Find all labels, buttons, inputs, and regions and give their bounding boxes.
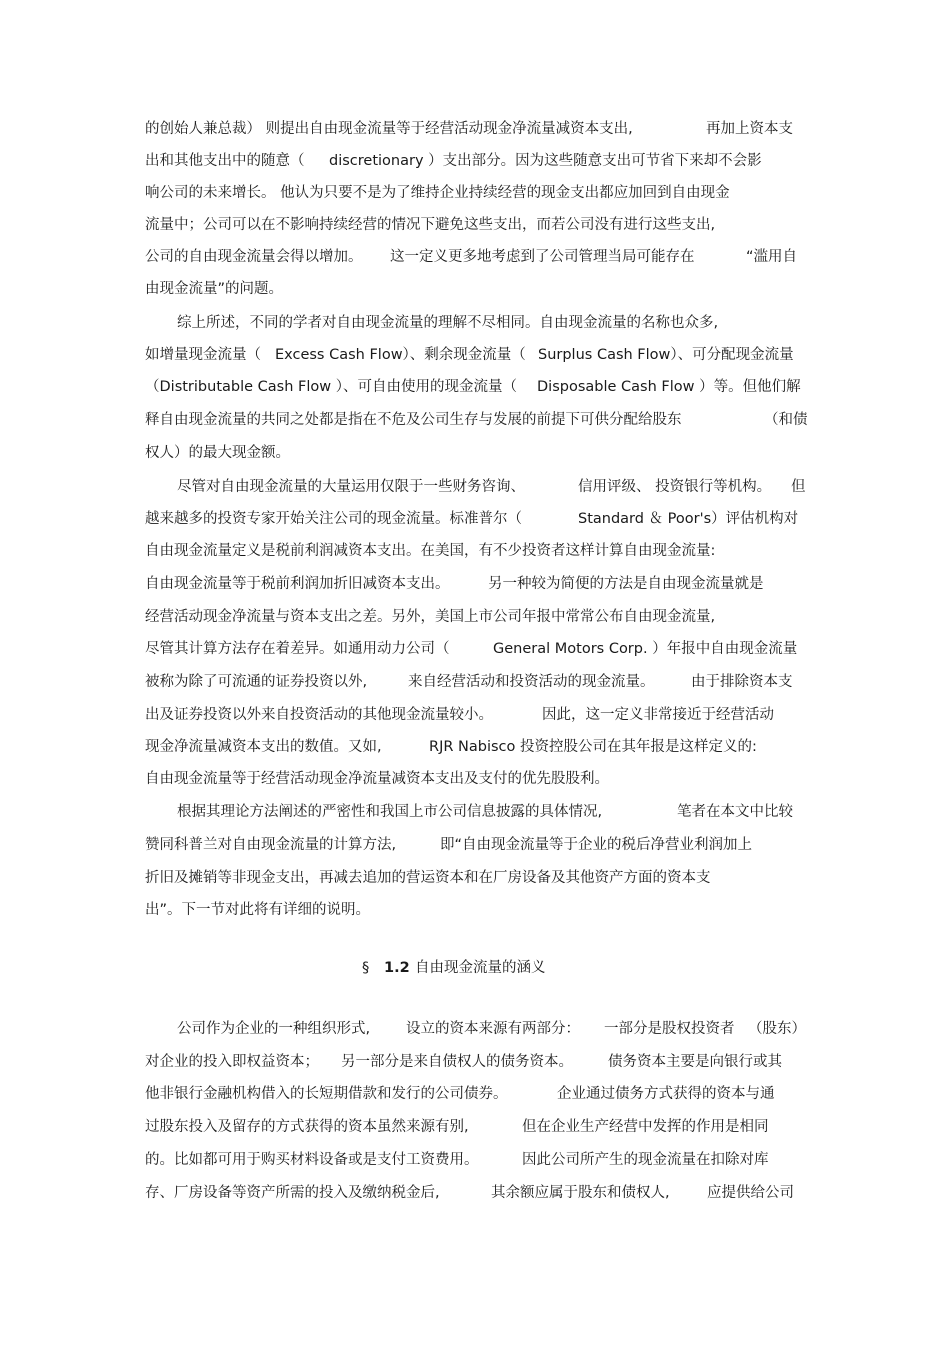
text-segment: 经营活动现金净流量与资本支出之差。另外，美国上市公司年报中常常公布自由现金流量, <box>145 609 716 625</box>
text-line <box>0 539 950 563</box>
text-segment: 由现金流量”的问题。 <box>145 281 284 297</box>
text-line <box>0 408 950 432</box>
text-line <box>0 800 950 824</box>
text-segment: 的创始人兼总裁） 则提出自由现金流量等于经营活动现金净流量减资本支出, <box>145 121 633 137</box>
text-segment: 因此公司所产生的现金流量在扣除对库 <box>522 1152 769 1168</box>
text-segment: 即“自由现金流量等于企业的税后净营业利润加上 <box>440 837 753 853</box>
text-segment: 现金净流量减资本支出的数值。又如, <box>145 739 382 755</box>
text-segment: 出”。下一节对此将有详细的说明。 <box>145 902 371 918</box>
text-segment: 自由现金流量等于税前利润加折旧减资本支出。 <box>145 576 450 592</box>
text-line <box>0 735 950 759</box>
text-line <box>0 605 950 629</box>
section-symbol: § <box>362 960 370 976</box>
text-line <box>0 507 950 531</box>
text-line <box>0 245 950 269</box>
text-segment: 存、厂房设备等资产所需的投入及缴纳税金后, <box>145 1185 440 1201</box>
text-segment: 对企业的投入即权益资本； <box>145 1054 319 1070</box>
text-segment: “滥用自 <box>746 249 798 265</box>
text-line <box>0 375 950 399</box>
text-segment: 出及证券投资以外来自投资活动的其他现金流量较小。 <box>145 707 493 723</box>
text-line <box>0 343 950 367</box>
text-segment: （Distributable Cash Flow ）、可自由使用的现金流量（ <box>145 379 517 395</box>
text-segment: 另一种较为简便的方法是自由现金流量就是 <box>488 576 764 592</box>
text-segment: 过股东投入及留存的方式获得的资本虽然来源有别, <box>145 1119 469 1135</box>
text-segment: 越来越多的投资专家开始关注公司的现金流量。标准普尔（ <box>145 511 522 527</box>
text-line <box>0 1017 950 1041</box>
text-segment: 其余额应属于股东和债权人, <box>491 1185 670 1201</box>
text-segment: 自由现金流量等于经营活动现金净流量减资本支出及支付的优先股股利。 <box>145 771 609 787</box>
text-line <box>0 767 950 791</box>
section-number: 1.2 <box>384 960 410 976</box>
text-segment: 流量中；公司可以在不影响持续经营的情况下避免这些支出，而若公司没有进行这些支出, <box>145 217 716 233</box>
text-segment: 另一部分是来自债权人的债务资本。 <box>341 1054 573 1070</box>
text-segment: 由于排除资本支 <box>691 674 793 690</box>
text-segment: 来自经营活动和投资活动的现金流量。 <box>408 674 655 690</box>
text-segment: Surplus Cash Flow）、可分配现金流量 <box>538 347 794 363</box>
text-segment: RJR Nabisco 投资控股公司在其年报是这样定义的: <box>429 739 757 755</box>
text-segment: 尽管对自由现金流量的大量运用仅限于一些财务咨询、 <box>177 479 525 495</box>
text-line <box>0 277 950 301</box>
text-segment: 企业通过债务方式获得的资本与通 <box>557 1086 775 1102</box>
text-segment: 出和其他支出中的随意（ <box>145 153 305 169</box>
text-segment: 一部分是股权投资者 <box>604 1021 735 1037</box>
text-segment: discretionary ）支出部分。因为这些随意支出可节省下来却不会影 <box>329 153 762 169</box>
section-heading <box>0 956 950 980</box>
text-segment: 他非银行金融机构借入的长短期借款和发行的公司债券。 <box>145 1086 508 1102</box>
text-line <box>0 866 950 890</box>
text-segment: 如增量现金流量（ <box>145 347 261 363</box>
text-line <box>0 181 950 205</box>
text-segment: 赞同科普兰对自由现金流量的计算方法, <box>145 837 397 853</box>
section-title: 自由现金流量的涵义 <box>415 960 546 976</box>
text-segment: 债务资本主要是向银行或其 <box>608 1054 782 1070</box>
text-segment: 设立的资本来源有两部分： <box>406 1021 580 1037</box>
text-segment: 自由现金流量定义是税前利润减资本支出。在美国，有不少投资者这样计算自由现金流量: <box>145 543 716 559</box>
text-line <box>0 572 950 596</box>
text-segment: 因此，这一定义非常接近于经营活动 <box>542 707 774 723</box>
text-line <box>0 1082 950 1106</box>
text-segment: 但 <box>791 479 806 495</box>
text-segment: 折旧及摊销等非现金支出，再减去追加的营运资本和在厂房设备及其他资产方面的资本支 <box>145 870 711 886</box>
text-segment: 信用评级、 投资银行等机构。 <box>578 479 772 495</box>
text-line <box>0 475 950 499</box>
text-segment: （股东） <box>748 1021 806 1037</box>
text-segment: 尽管其计算方法存在着差异。如通用动力公司（ <box>145 641 450 657</box>
text-segment: 综上所述，不同的学者对自由现金流量的理解不尽相同。自由现金流量的名称也众多, <box>177 315 719 331</box>
text-segment: 的。比如都可用于购买材料设备或是支付工资费用。 <box>145 1152 479 1168</box>
text-segment: Disposable Cash Flow ）等。但他们解 <box>537 379 801 395</box>
text-segment: 响公司的未来增长。 他认为只要不是为了维持企业持续经营的现金支出都应加回到自由现金 <box>145 185 730 201</box>
text-line <box>0 1181 950 1205</box>
text-segment: 释自由现金流量的共同之处都是指在不危及公司生存与发展的前提下可供分配给股东 <box>145 412 682 428</box>
text-segment: 应提供给公司 <box>707 1185 794 1201</box>
text-line <box>0 117 950 141</box>
text-line <box>0 637 950 661</box>
text-segment: 公司作为企业的一种组织形式, <box>177 1021 371 1037</box>
text-line <box>0 898 950 922</box>
text-line <box>0 311 950 335</box>
text-line <box>0 441 950 465</box>
text-segment: 笔者在本文中比较 <box>677 804 793 820</box>
text-segment: 再加上资本支 <box>706 121 793 137</box>
text-segment: 根据其理论方法阐述的严密性和我国上市公司信息披露的具体情况, <box>177 804 603 820</box>
text-line <box>0 670 950 694</box>
text-line <box>0 213 950 237</box>
text-segment: General Motors Corp. ）年报中自由现金流量 <box>493 641 798 657</box>
text-segment: 公司的自由现金流量会得以增加。 <box>145 249 363 265</box>
text-line <box>0 1148 950 1172</box>
text-segment: 这一定义更多地考虑到了公司管理当局可能存在 <box>390 249 695 265</box>
text-segment: 但在企业生产经营中发挥的作用是相同 <box>522 1119 769 1135</box>
text-line <box>0 833 950 857</box>
text-line <box>0 1115 950 1139</box>
text-segment: 被称为除了可流通的证券投资以外, <box>145 674 368 690</box>
text-line <box>0 1050 950 1074</box>
text-segment: （和债 <box>764 412 808 428</box>
text-line <box>0 703 950 727</box>
text-line <box>0 149 950 173</box>
text-segment: Standard ＆ Poor's）评估机构对 <box>578 511 799 527</box>
text-segment: 权人）的最大现金额。 <box>145 445 290 461</box>
text-segment: Excess Cash Flow）、剩余现金流量（ <box>275 347 526 363</box>
